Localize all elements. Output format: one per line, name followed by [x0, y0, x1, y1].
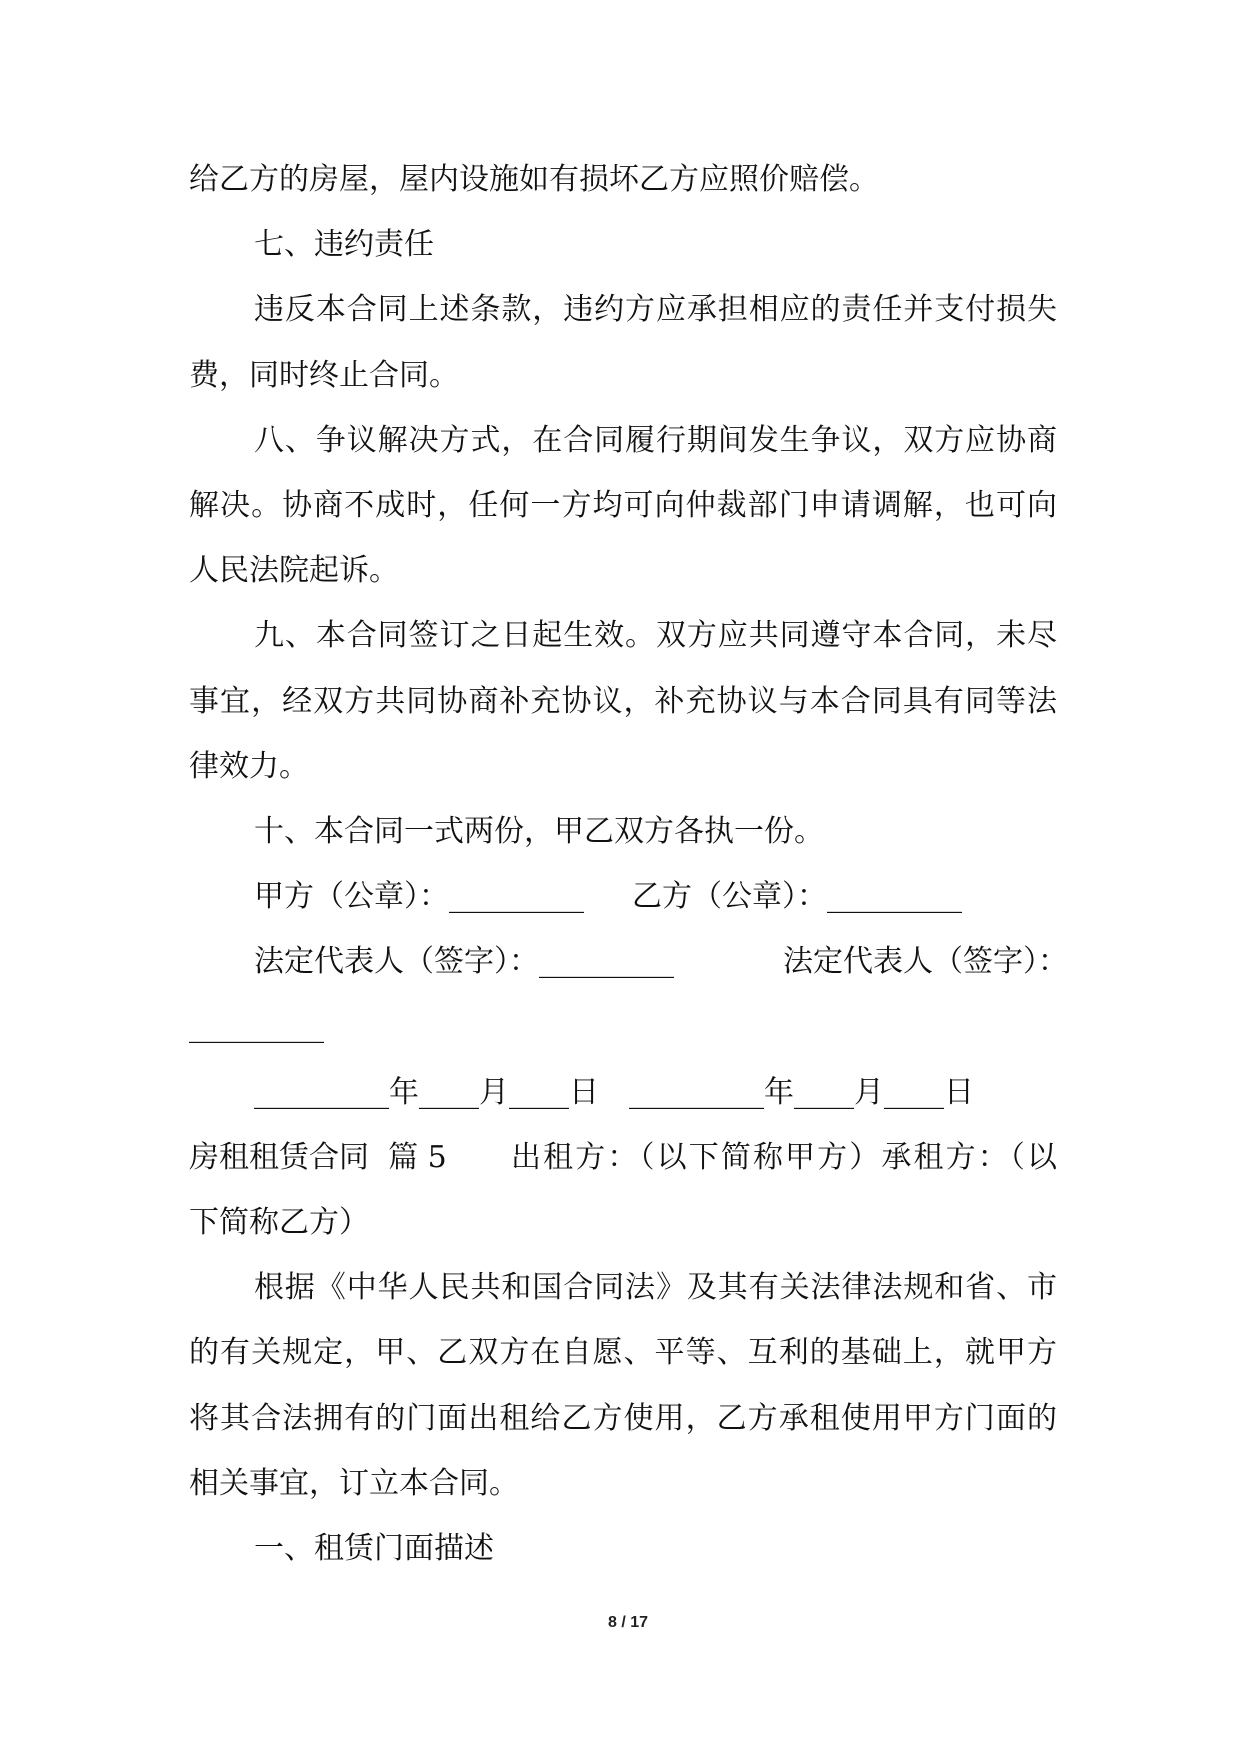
- paragraph-text: 人民法院起诉。: [189, 553, 399, 589]
- text-line: [0, 1516, 1241, 1581]
- clause-dispute-resolution: 八、争议解决方式，在合同履行期间发生争议，双方应协商: [254, 422, 1057, 458]
- signature-date-line: [0, 1060, 1241, 1125]
- clause-effective-date: 九、本合同签订之日起生效。双方应共同遵守本合同，未尽: [254, 618, 1057, 654]
- text-line: [0, 1451, 1241, 1516]
- text-line: [0, 473, 1241, 538]
- paragraph-text: 费，同时终止合同。: [189, 357, 459, 393]
- text-line: [0, 147, 1241, 212]
- party-b-representative-label: 法定代表人（签字）：: [783, 944, 1068, 980]
- paragraph-text: 违反本合同上述条款，违约方应承担相应的责任并支付损失: [254, 292, 1057, 328]
- text-line: [0, 212, 1241, 277]
- intro-paragraph: 相关事宜，订立本合同。: [189, 1465, 519, 1501]
- intro-paragraph: 根据《中华人民共和国合同法》及其有关法律法规和省、市: [254, 1270, 1057, 1306]
- parties-text: 出租方：（以下简称甲方）承租方：（以: [511, 1139, 1057, 1175]
- text-line: [0, 1190, 1241, 1255]
- text-line: [0, 1255, 1241, 1320]
- text-line: [0, 343, 1241, 408]
- text-line: [0, 1386, 1241, 1451]
- paragraph-text: 律效力。: [189, 748, 309, 784]
- party-b-seal-field: 乙方（公章）：_________: [632, 879, 962, 915]
- party-b-date-field: _________年____月____日: [629, 1074, 974, 1110]
- paragraph-text: 解决。协商不成时，任何一方均可向仲裁部门申请调解，也可向: [189, 487, 1057, 523]
- text-line: [0, 734, 1241, 799]
- signature-rep-line: [0, 929, 1241, 994]
- text-line: [0, 669, 1241, 734]
- clause-heading-breach: 七、违约责任: [254, 227, 434, 263]
- intro-paragraph: 将其合法拥有的门面出租给乙方使用，乙方承租使用甲方门面的: [189, 1400, 1057, 1436]
- text-line: [0, 408, 1241, 473]
- section-title: 房租租赁合同 篇 5: [189, 1139, 447, 1175]
- text-line: [0, 603, 1241, 668]
- paragraph-text: 事宜，经双方共同协商补充协议，补充协议与本合同具有同等法: [189, 683, 1057, 719]
- signature-seal-line: [0, 864, 1241, 929]
- text-line: [0, 277, 1241, 342]
- party-a-date-field: _________年____月____日: [254, 1074, 599, 1110]
- paragraph-text: 给乙方的房屋，屋内设施如有损坏乙方应照价赔偿。: [189, 162, 879, 197]
- signature-rep-blank-line: [0, 994, 1241, 1059]
- party-a-seal-field: 甲方（公章）：_________: [254, 879, 584, 915]
- parties-text-continued: 下简称乙方）: [189, 1205, 369, 1240]
- text-line: [0, 538, 1241, 603]
- party-b-representative-blank: _________: [189, 1009, 324, 1045]
- clause-heading-premises: 一、租赁门面描述: [254, 1530, 494, 1566]
- page-number: 8 / 17: [607, 1614, 649, 1631]
- text-line: [0, 799, 1241, 864]
- party-a-representative-field: 法定代表人（签字）：_________: [254, 944, 674, 980]
- section-heading-line: [0, 1125, 1241, 1190]
- document-body: [0, 147, 1241, 1581]
- text-line: [0, 1320, 1241, 1385]
- clause-copies: 十、本合同一式两份，甲乙双方各执一份。: [254, 813, 824, 849]
- intro-paragraph: 的有关规定，甲、乙双方在自愿、平等、互利的基础上，就甲方: [189, 1335, 1057, 1371]
